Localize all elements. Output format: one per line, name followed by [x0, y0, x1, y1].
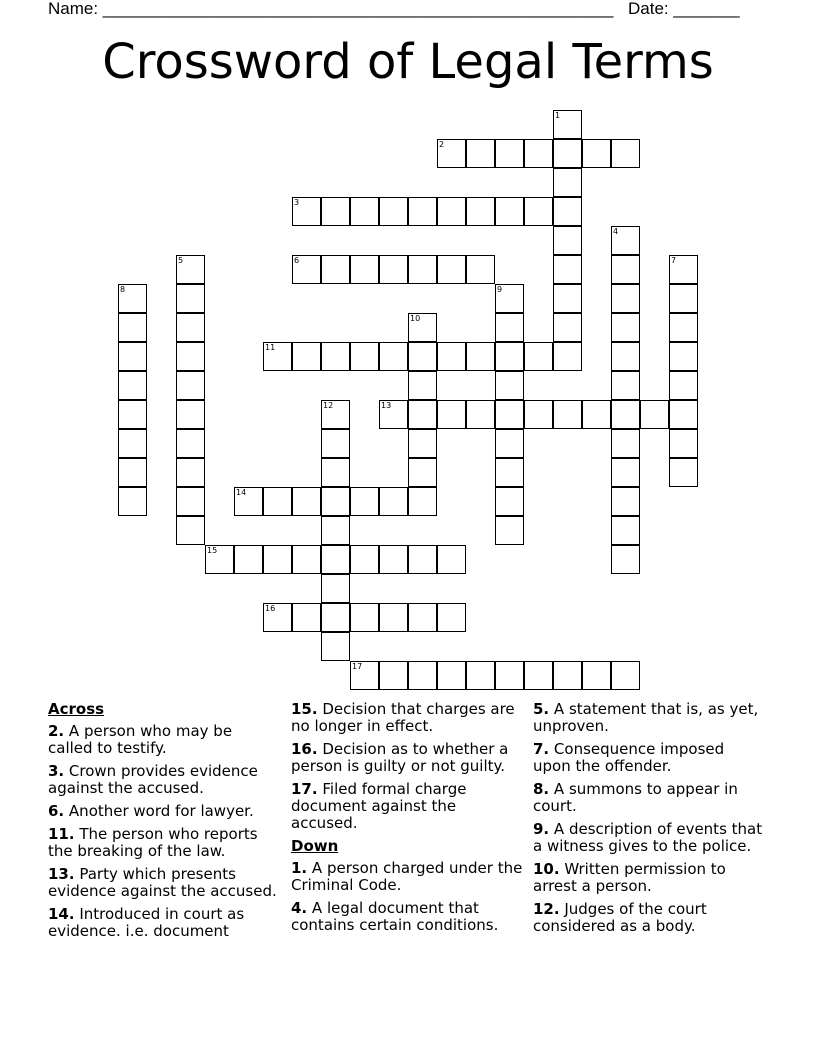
grid-cell[interactable] [118, 342, 147, 371]
grid-cell[interactable] [176, 371, 205, 400]
grid-cell[interactable] [118, 487, 147, 516]
grid-cell[interactable] [321, 487, 350, 516]
grid-cell[interactable] [379, 342, 408, 371]
grid-cell[interactable] [118, 313, 147, 342]
clue-text: Filed formal charge document against the accused. [291, 780, 467, 832]
grid-cell[interactable] [379, 545, 408, 574]
clue-across-15 [291, 701, 523, 735]
grid-cell[interactable] [553, 226, 582, 255]
grid-cell[interactable] [669, 458, 698, 487]
grid-cell[interactable] [437, 400, 466, 429]
clue-number: 7. [533, 740, 550, 758]
grid-cell[interactable] [582, 139, 611, 168]
clue-column-2 [291, 701, 523, 940]
grid-cell[interactable] [292, 342, 321, 371]
grid-cell[interactable] [176, 284, 205, 313]
grid-cell[interactable] [292, 545, 321, 574]
grid-cell[interactable] [553, 313, 582, 342]
grid-cell[interactable] [553, 661, 582, 690]
grid-cell[interactable] [437, 342, 466, 371]
grid-cell[interactable] [408, 400, 437, 429]
grid-cell[interactable] [408, 458, 437, 487]
clue-number: 11. [48, 825, 75, 843]
grid-cell[interactable] [408, 487, 437, 516]
clue-text: A summons to appear in court. [533, 780, 738, 815]
grid-cell[interactable] [495, 313, 524, 342]
cell-number: 17 [352, 662, 363, 671]
grid-cell[interactable] [118, 458, 147, 487]
clue-number: 9. [533, 820, 550, 838]
grid-cell[interactable] [495, 429, 524, 458]
grid-cell[interactable] [408, 371, 437, 400]
clue-number: 8. [533, 780, 550, 798]
grid-cell[interactable] [495, 661, 524, 690]
clue-down-8 [533, 781, 765, 815]
grid-cell[interactable] [437, 545, 466, 574]
grid-cell[interactable] [350, 545, 379, 574]
grid-cell[interactable] [321, 603, 350, 632]
grid-cell[interactable] [176, 516, 205, 545]
grid-cell[interactable] [437, 603, 466, 632]
grid-cell[interactable] [495, 516, 524, 545]
clue-number: 17. [291, 780, 318, 798]
grid-cell[interactable] [408, 255, 437, 284]
grid-cell[interactable] [379, 487, 408, 516]
grid-cell[interactable] [640, 400, 669, 429]
name-label: Name: [48, 0, 103, 18]
grid-cell[interactable] [669, 400, 698, 429]
grid-cell[interactable] [669, 255, 698, 284]
clue-number: 12. [533, 900, 560, 918]
clue-down-7 [533, 741, 765, 775]
cell-number: 11 [265, 343, 276, 352]
clue-text: Consequence imposed upon the offender. [533, 740, 725, 775]
grid-cell[interactable] [321, 458, 350, 487]
grid-cell[interactable] [321, 400, 350, 429]
clue-text: Another word for lawyer. [68, 802, 254, 820]
grid-cell[interactable] [553, 400, 582, 429]
clue-across-11 [48, 826, 280, 860]
grid-cell[interactable] [495, 197, 524, 226]
clue-down-10 [533, 861, 765, 895]
grid-cell[interactable] [466, 197, 495, 226]
grid-cell[interactable] [611, 342, 640, 371]
grid-cell[interactable] [495, 487, 524, 516]
grid-cell[interactable] [118, 284, 147, 313]
grid-cell[interactable] [669, 371, 698, 400]
cell-number: 9 [497, 285, 503, 294]
clue-across-17 [291, 781, 523, 832]
grid-cell[interactable] [321, 255, 350, 284]
clue-text: A description of events that a witness gives to the police. [533, 820, 763, 855]
grid-cell[interactable] [553, 284, 582, 313]
grid-cell[interactable] [669, 313, 698, 342]
grid-cell[interactable] [176, 255, 205, 284]
grid-cell[interactable] [611, 371, 640, 400]
clue-number: 3. [48, 762, 65, 780]
grid-cell[interactable] [176, 487, 205, 516]
grid-cell[interactable] [437, 255, 466, 284]
grid-cell[interactable] [408, 603, 437, 632]
grid-cell[interactable] [292, 197, 321, 226]
grid-cell[interactable] [263, 545, 292, 574]
clue-text: A person charged under the Criminal Code. [291, 859, 523, 894]
grid-cell[interactable] [321, 197, 350, 226]
clue-number: 1. [291, 859, 308, 877]
grid-cell[interactable] [350, 487, 379, 516]
cell-number: 12 [323, 401, 334, 410]
grid-cell[interactable] [495, 284, 524, 313]
grid-cell[interactable] [611, 429, 640, 458]
grid-cell[interactable] [466, 661, 495, 690]
cell-number: 2 [439, 140, 445, 149]
grid-cell[interactable] [379, 400, 408, 429]
clue-number: 2. [48, 722, 65, 740]
clue-column-3 [533, 701, 765, 941]
grid-cell[interactable] [437, 197, 466, 226]
date-label: Date: [628, 0, 674, 18]
grid-cell[interactable] [524, 139, 553, 168]
grid-cell[interactable] [495, 139, 524, 168]
cell-number: 8 [120, 285, 126, 294]
grid-cell[interactable] [553, 342, 582, 371]
grid-cell[interactable] [524, 400, 553, 429]
grid-cell[interactable] [118, 371, 147, 400]
grid-cell[interactable] [176, 429, 205, 458]
grid-cell[interactable] [176, 458, 205, 487]
grid-cell[interactable] [582, 661, 611, 690]
grid-cell[interactable] [292, 487, 321, 516]
grid-cell[interactable] [437, 661, 466, 690]
clue-text: Judges of the court considered as a body. [533, 900, 707, 935]
grid-cell[interactable] [669, 342, 698, 371]
grid-cell[interactable] [611, 516, 640, 545]
grid-cell[interactable] [611, 487, 640, 516]
grid-cell[interactable] [408, 197, 437, 226]
grid-cell[interactable] [408, 342, 437, 371]
clue-down-1 [291, 860, 523, 894]
grid-cell[interactable] [321, 429, 350, 458]
grid-cell[interactable] [234, 487, 263, 516]
grid-cell[interactable] [524, 342, 553, 371]
grid-cell[interactable] [495, 458, 524, 487]
clue-text: Party which presents evidence against the accused. [48, 865, 277, 900]
grid-cell[interactable] [611, 313, 640, 342]
grid-cell[interactable] [379, 603, 408, 632]
grid-cell[interactable] [263, 342, 292, 371]
clue-number: 15. [291, 700, 318, 718]
clue-text: Written permission to arrest a person. [533, 860, 726, 895]
grid-cell[interactable] [553, 255, 582, 284]
grid-cell[interactable] [553, 139, 582, 168]
grid-cell[interactable] [350, 603, 379, 632]
grid-cell[interactable] [350, 342, 379, 371]
clue-across-3 [48, 763, 280, 797]
grid-cell[interactable] [611, 661, 640, 690]
grid-cell[interactable] [379, 661, 408, 690]
clue-across-13 [48, 866, 280, 900]
grid-cell[interactable] [553, 168, 582, 197]
grid-cell[interactable] [292, 603, 321, 632]
grid-cell[interactable] [350, 661, 379, 690]
down-heading: Down [291, 837, 339, 855]
clue-text: Introduced in court as evidence. i.e. document [48, 905, 245, 940]
clue-across-2 [48, 723, 280, 757]
grid-cell[interactable] [321, 574, 350, 603]
cell-number: 6 [294, 256, 300, 265]
grid-cell[interactable] [669, 429, 698, 458]
cell-number: 3 [294, 198, 300, 207]
grid-cell[interactable] [611, 255, 640, 284]
cell-number: 1 [555, 111, 561, 120]
clue-text: The person who reports the breaking of the law. [48, 825, 258, 860]
cell-number: 15 [207, 546, 218, 555]
grid-cell[interactable] [176, 400, 205, 429]
clue-column-1 [48, 701, 280, 946]
clue-down-12 [533, 901, 765, 935]
grid-cell[interactable] [408, 313, 437, 342]
grid-cell[interactable] [437, 139, 466, 168]
grid-cell[interactable] [408, 429, 437, 458]
clue-down-4 [291, 900, 523, 934]
name-line: ______________________________________________________ [102, 0, 614, 18]
clue-down-5 [533, 701, 765, 735]
clue-text: A person who may be called to testify. [48, 722, 233, 757]
grid-cell[interactable] [408, 661, 437, 690]
grid-cell[interactable] [263, 603, 292, 632]
grid-cell[interactable] [611, 226, 640, 255]
clue-number: 14. [48, 905, 75, 923]
grid-cell[interactable] [118, 429, 147, 458]
grid-cell[interactable] [408, 545, 437, 574]
grid-cell[interactable] [495, 342, 524, 371]
cell-number: 5 [178, 256, 184, 265]
clue-across-14 [48, 906, 280, 940]
grid-cell[interactable] [582, 400, 611, 429]
grid-cell[interactable] [118, 400, 147, 429]
grid-cell[interactable] [669, 284, 698, 313]
clue-number: 4. [291, 899, 308, 917]
clue-down-9 [533, 821, 765, 855]
grid-cell[interactable] [263, 487, 292, 516]
grid-cell[interactable] [321, 632, 350, 661]
grid-cell[interactable] [466, 400, 495, 429]
grid-cell[interactable] [524, 661, 553, 690]
grid-cell[interactable] [321, 516, 350, 545]
clue-number: 13. [48, 865, 75, 883]
grid-cell[interactable] [234, 545, 263, 574]
grid-cell[interactable] [611, 284, 640, 313]
clue-number: 10. [533, 860, 560, 878]
grid-cell[interactable] [495, 371, 524, 400]
grid-cell[interactable] [553, 197, 582, 226]
grid-cell[interactable] [379, 255, 408, 284]
grid-cell[interactable] [524, 197, 553, 226]
grid-cell[interactable] [350, 255, 379, 284]
grid-cell[interactable] [292, 255, 321, 284]
clue-across-6 [48, 803, 280, 820]
grid-cell[interactable] [466, 342, 495, 371]
grid-cell[interactable] [321, 545, 350, 574]
grid-cell[interactable] [321, 342, 350, 371]
grid-cell[interactable] [495, 400, 524, 429]
clue-number: 5. [533, 700, 550, 718]
grid-cell[interactable] [466, 139, 495, 168]
grid-cell[interactable] [205, 545, 234, 574]
grid-cell[interactable] [379, 197, 408, 226]
clue-text: Crown provides evidence against the accused. [48, 762, 258, 797]
cell-number: 4 [613, 227, 619, 236]
clue-text: Decision that charges are no longer in effect. [291, 700, 515, 735]
grid-cell[interactable] [611, 458, 640, 487]
grid-cell[interactable] [350, 197, 379, 226]
cell-number: 16 [265, 604, 276, 613]
cell-number: 13 [381, 401, 392, 410]
grid-cell[interactable] [553, 110, 582, 139]
clue-number: 16. [291, 740, 318, 758]
clue-text: A legal document that contains certain conditions. [291, 899, 499, 934]
clue-number: 6. [48, 802, 65, 820]
across-heading: Across [48, 700, 105, 718]
cell-number: 7 [671, 256, 677, 265]
grid-cell[interactable] [611, 400, 640, 429]
clue-text: A statement that is, as yet, unproven. [533, 700, 759, 735]
cell-number: 10 [410, 314, 421, 323]
grid-cell[interactable] [611, 139, 640, 168]
grid-cell[interactable] [611, 545, 640, 574]
cell-number: 14 [236, 488, 247, 497]
clue-text: Decision as to whether a person is guilty or not guilty. [291, 740, 509, 775]
grid-cell[interactable] [176, 313, 205, 342]
grid-cell[interactable] [176, 342, 205, 371]
page-title: Crossword of Legal Terms [102, 34, 714, 90]
date-line: _______ [673, 0, 740, 18]
clue-across-16 [291, 741, 523, 775]
grid-cell[interactable] [466, 255, 495, 284]
